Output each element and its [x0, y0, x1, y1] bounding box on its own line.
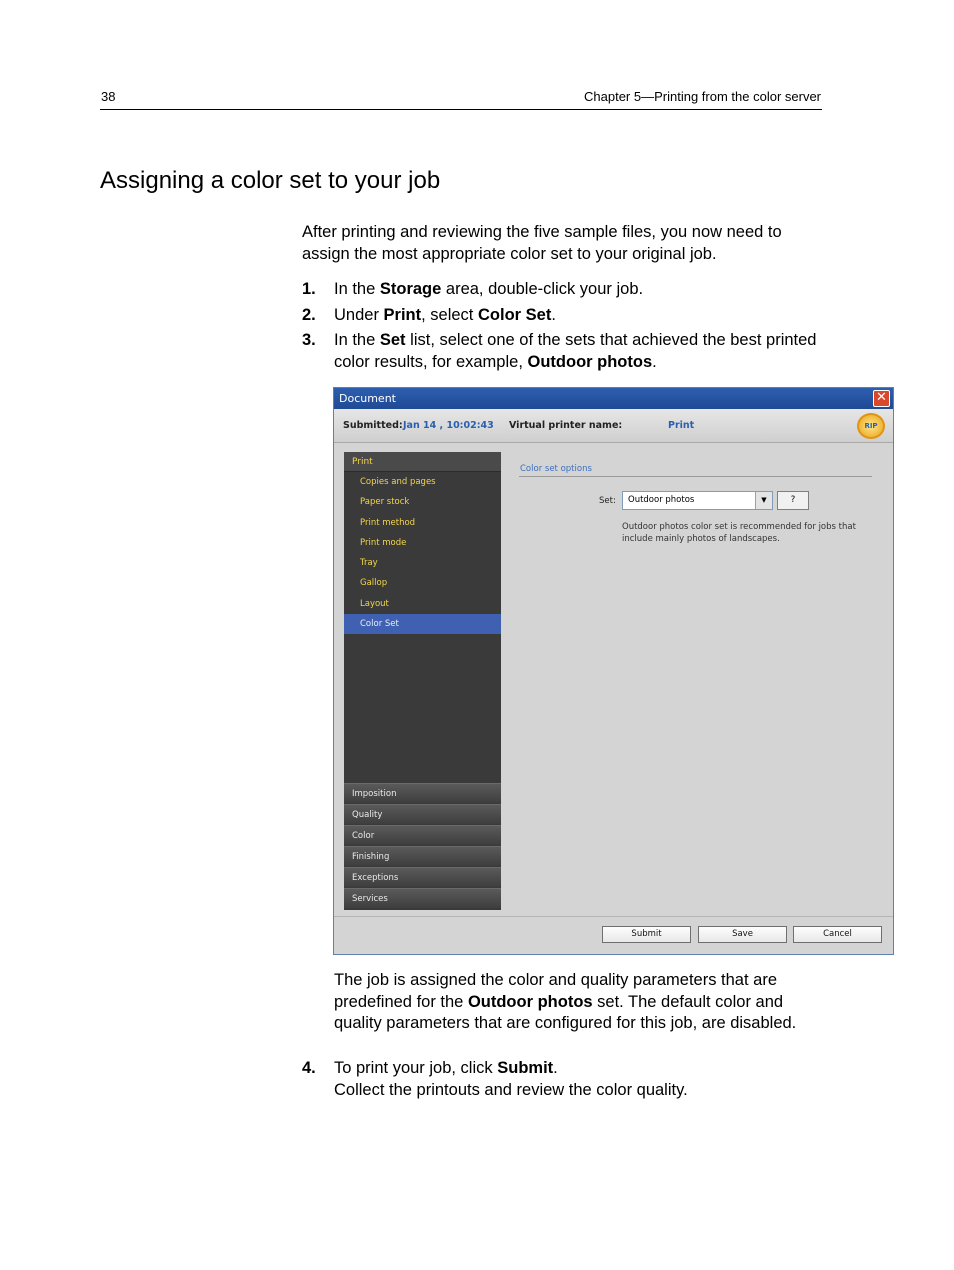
chevron-down-icon[interactable]: ▼ [755, 492, 772, 509]
nav-item[interactable]: Print mode [360, 537, 407, 548]
step-text: . [553, 1059, 558, 1077]
button-bar [334, 916, 893, 954]
step-text: area, double-click your job. [441, 280, 644, 298]
nav-item[interactable]: Layout [360, 598, 389, 609]
help-button[interactable]: ? [777, 491, 809, 510]
nav-category[interactable]: Imposition [344, 783, 501, 803]
step-3 [302, 330, 832, 373]
step-1 [302, 279, 832, 301]
step-text: , select [421, 305, 478, 324]
header-rule [100, 109, 822, 110]
close-icon[interactable]: ✕ [873, 390, 890, 407]
rip-logo-icon: RIP [857, 413, 885, 439]
set-dropdown[interactable] [622, 491, 773, 510]
step-bold: Set [379, 331, 406, 349]
step-bold: Color Set [477, 305, 552, 324]
running-head: Chapter 5—Printing from the color server [584, 89, 821, 104]
save-button[interactable]: Save [698, 926, 787, 943]
nav-category[interactable]: Finishing [344, 846, 501, 866]
nav-item[interactable]: Color Set [344, 614, 501, 634]
nav-item[interactable]: Print method [360, 517, 416, 528]
options-divider [519, 476, 872, 477]
intro-paragraph: After printing and reviewing the five sample files, you now need to assign the most appropriate color set to your original job. [302, 223, 782, 263]
step-number: 4. [302, 1059, 316, 1077]
nav-category[interactable]: Quality [344, 804, 501, 824]
step-number: 3. [302, 331, 316, 349]
step-text: . [652, 352, 657, 371]
printer-label: Virtual printer name: [509, 420, 623, 431]
result-text: The job is assigned the color and quality parameters that are predefined for the [334, 971, 778, 1011]
step-bold: Outdoor photos [527, 352, 653, 371]
document-window-screenshot [333, 387, 894, 955]
step-text: list, select one of the sets that achieved the best printed color results, for example, [334, 331, 817, 371]
nav-category[interactable]: Services [344, 888, 501, 908]
nav-item[interactable]: Tray [360, 558, 378, 569]
step-number: 2. [302, 305, 316, 324]
window-title-bar [334, 388, 893, 409]
step-text: Under [334, 305, 384, 324]
nav-item[interactable]: Gallop [360, 578, 388, 589]
set-description: Outdoor photos color set is recommended for jobs that include mainly photos of landscapes. [622, 522, 856, 544]
step-number: 1. [302, 280, 316, 298]
nav-item[interactable]: Paper stock [360, 497, 410, 508]
result-text: set. The default color and quality parameters that are configured for this job, are disabled. [334, 992, 797, 1032]
submit-button[interactable]: Submit [602, 926, 691, 943]
steps-list [302, 279, 832, 377]
nav-bottom-categories [344, 783, 501, 909]
set-dropdown-value: Outdoor photos [628, 495, 695, 505]
steps-list-continued [302, 1058, 832, 1101]
job-info-bar [334, 409, 893, 443]
parameters-nav [344, 452, 501, 910]
set-label: Set: [599, 496, 616, 506]
step-text: . [551, 305, 556, 324]
step-text: In the [334, 280, 380, 298]
nav-category-print[interactable]: Print [344, 452, 501, 472]
result-bold: Outdoor photos [467, 992, 593, 1011]
nav-item[interactable]: Copies and pages [360, 477, 436, 487]
nav-category[interactable]: Color [344, 825, 501, 845]
step-2 [302, 305, 832, 327]
step-bold: Storage [379, 280, 442, 298]
window-title: Document [339, 392, 396, 405]
printer-value: Print [668, 420, 695, 431]
cancel-button[interactable]: Cancel [793, 926, 882, 943]
nav-category[interactable]: Exceptions [344, 867, 501, 887]
step-bold: Print [383, 305, 422, 324]
step-text: To print your job, click [334, 1059, 498, 1077]
page-number: 38 [101, 89, 116, 104]
submitted-label: Submitted: [343, 420, 403, 431]
step-text: In the [334, 331, 380, 349]
step-text: Collect the printouts and review the color quality. [334, 1080, 688, 1099]
color-set-options-title: Color set options [520, 464, 592, 474]
section-title: Assigning a color set to your job [100, 167, 441, 194]
result-paragraph [334, 970, 834, 1035]
step-4 [302, 1058, 832, 1101]
submitted-value: Jan 14 , 10:02:43 [403, 420, 494, 431]
step-bold: Submit [497, 1059, 554, 1077]
